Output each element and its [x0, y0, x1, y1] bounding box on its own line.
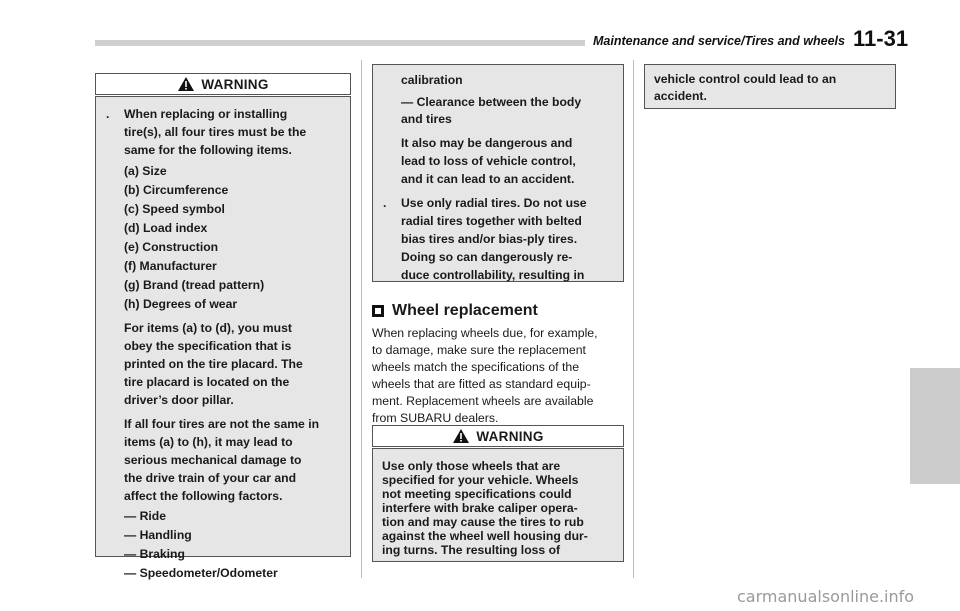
warning-text: bias tires and/or bias-ply tires. — [401, 232, 578, 246]
body-line: from SUBARU dealers. — [372, 411, 499, 425]
warning-text: against the wheel well housing dur- — [382, 529, 588, 543]
warning-box — [95, 96, 351, 580]
section-title: Maintenance and service/Tires and wheels — [593, 34, 845, 48]
body-line: When replacing wheels due, for example, — [372, 326, 598, 340]
warning-text: If all four tires are not the same in — [124, 417, 320, 431]
warning-text: tire(s), all four tires must be the — [124, 125, 307, 139]
warning-text: driver’s door pillar. — [124, 393, 234, 407]
warning-text: tire placard is located on the — [124, 375, 290, 389]
warning-text: tion and may cause the tires to rub — [382, 515, 584, 529]
warning-box-continued — [644, 64, 896, 109]
list-item: (e) Construction — [124, 240, 219, 254]
warning-text: serious mechanical damage to — [124, 453, 302, 467]
section-marker-icon — [372, 305, 384, 317]
list-item: (b) Circumference — [124, 183, 229, 197]
warning-triangle-icon — [177, 76, 195, 92]
column-divider — [633, 60, 634, 578]
warning-text: radial tires together with belted — [401, 214, 582, 228]
warning-text: interfere with brake caliper opera- — [382, 501, 578, 515]
body-line: to damage, make sure the replacement — [372, 343, 586, 357]
warning-text: printed on the tire placard. The — [124, 357, 303, 371]
list-item: — Ride — [124, 509, 166, 523]
warning-text: Use only radial tires. Do not use — [401, 196, 587, 210]
warning-title: WARNING — [201, 76, 269, 92]
warning-text: obey the specification that is — [124, 339, 292, 353]
warning-box-continued — [372, 64, 624, 282]
warning-text: — Clearance between the body — [401, 95, 582, 109]
warning-text: the drive train of your car and — [124, 471, 297, 485]
warning-text: Doing so can dangerously re- — [401, 250, 573, 264]
page-number: 11-31 — [853, 26, 909, 51]
list-item: (c) Speed symbol — [124, 202, 225, 216]
list-item: (h) Degrees of wear — [124, 297, 238, 311]
list-item: — Braking — [124, 547, 185, 561]
warning-text: duce controllability, resulting in — [401, 268, 585, 282]
warning-text: vehicle control could lead to an — [654, 72, 837, 86]
section-heading-text: Wheel replacement — [392, 302, 538, 319]
warning-text: lead to loss of vehicle control, — [401, 154, 576, 168]
section-heading — [372, 302, 538, 320]
bullet: . — [106, 107, 110, 121]
warning-box — [372, 448, 624, 562]
warning-title: WARNING — [476, 428, 544, 444]
warning-text: It also may be dangerous and — [401, 136, 573, 150]
bullet: . — [383, 196, 387, 210]
warning-header — [95, 73, 351, 95]
body-line: wheels match the specifications of the — [372, 360, 580, 374]
body-line: ment. Replacement wheels are available — [372, 394, 594, 408]
list-item: — Speedometer/Odometer — [124, 566, 278, 580]
body-line: wheels that are fitted as standard equip- — [372, 377, 591, 391]
list-item: (g) Brand (tread pattern) — [124, 278, 265, 292]
warning-text: accident. — [654, 89, 707, 103]
header-rule — [95, 40, 585, 46]
column-divider — [361, 60, 362, 578]
warning-text: affect the following factors. — [124, 489, 283, 503]
warning-text: calibration — [401, 73, 463, 87]
list-item: (f) Manufacturer — [124, 259, 217, 273]
warning-text: and tires — [401, 112, 452, 126]
spacer — [372, 281, 624, 282]
list-item: (d) Load index — [124, 221, 208, 235]
list-item: (a) Size — [124, 164, 167, 178]
chapter-tab — [910, 368, 960, 484]
warning-text: specified for your vehicle. Wheels — [382, 473, 579, 487]
warning-text: ing turns. The resulting loss of — [382, 543, 561, 557]
warning-text: items (a) to (h), it may lead to — [124, 435, 293, 449]
warning-text: When replacing or installing — [124, 107, 288, 121]
warning-text: not meeting specifications could — [382, 487, 572, 501]
warning-header — [372, 425, 624, 447]
warning-text: same for the following items. — [124, 143, 292, 157]
list-item: — Handling — [124, 528, 192, 542]
warning-text: and it can lead to an accident. — [401, 172, 575, 186]
warning-triangle-icon — [452, 428, 470, 444]
watermark: carmanualsonline.info — [737, 587, 915, 606]
warning-text: Use only those wheels that are — [382, 459, 561, 473]
warning-text: For items (a) to (d), you must — [124, 321, 292, 335]
